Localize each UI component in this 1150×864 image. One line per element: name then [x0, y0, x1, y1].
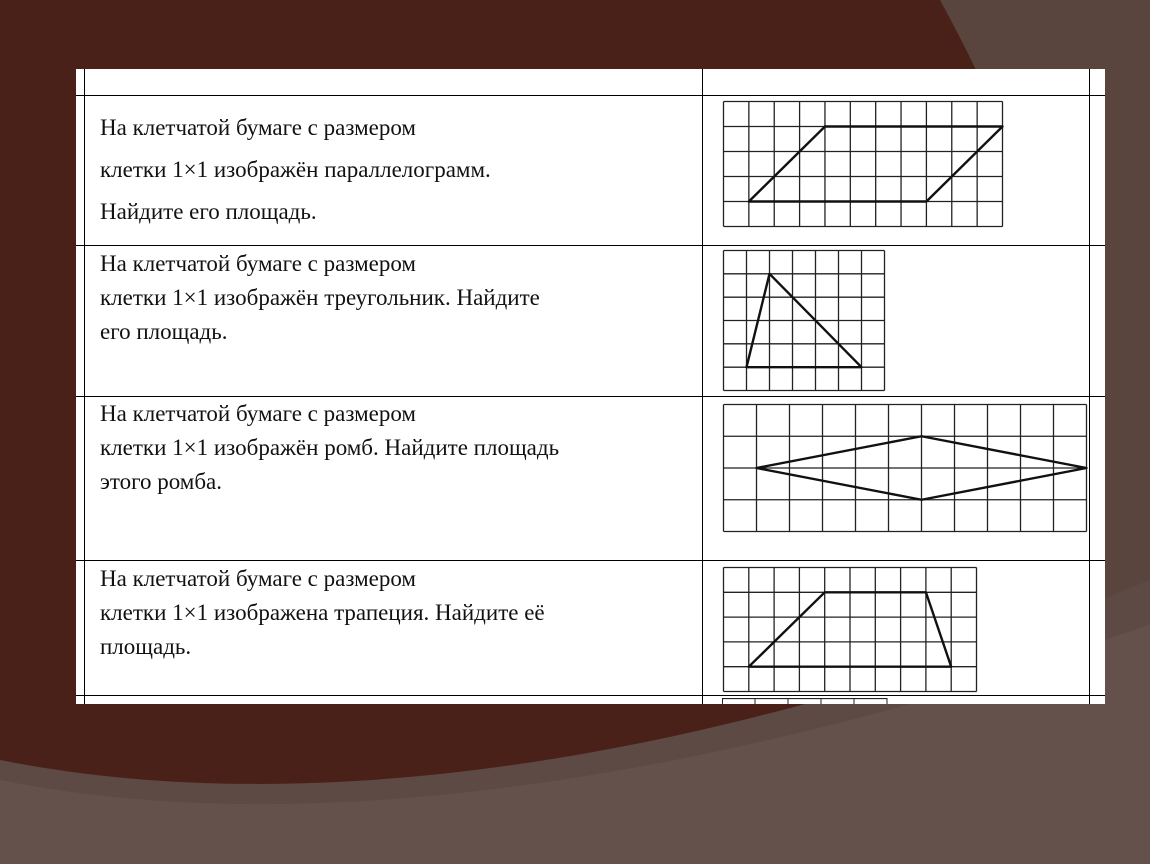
task-1-text — [100, 107, 491, 233]
task-3-line-3: этого ромба. — [100, 469, 223, 494]
rhombus-figure — [722, 403, 1088, 533]
task-4-line-3: площадь. — [100, 634, 192, 659]
task-1-line-2: клетки 1×1 изображён параллелограмм. — [100, 157, 491, 182]
task-1-line-1: На клетчатой бумаге с размером — [100, 115, 416, 140]
task-2-line-1: На клетчатой бумаге с размером — [100, 251, 416, 276]
triangle-figure — [722, 249, 886, 392]
task-4-text — [100, 562, 545, 664]
task-1-line-3: Найдите его площадь. — [100, 199, 317, 224]
task-2-line-2: клетки 1×1 изображён треугольник. Найдите — [100, 285, 540, 310]
task-4-line-2: клетки 1×1 изображена трапеция. Найдите её — [100, 600, 545, 625]
trapezoid-figure — [722, 566, 978, 693]
task-3-line-2: клетки 1×1 изображён ромб. Найдите площадь — [100, 435, 560, 460]
task-2-line-3: его площадь. — [100, 319, 228, 344]
parallelogram-figure — [722, 100, 1004, 228]
task-3-line-1: На клетчатой бумаге с размером — [100, 401, 416, 426]
task-2-text — [100, 247, 540, 349]
task-4-line-1: На клетчатой бумаге с размером — [100, 566, 416, 591]
task-5-figure-partial — [722, 698, 888, 704]
worksheet-table — [76, 69, 1105, 704]
task-3-text — [100, 397, 559, 499]
